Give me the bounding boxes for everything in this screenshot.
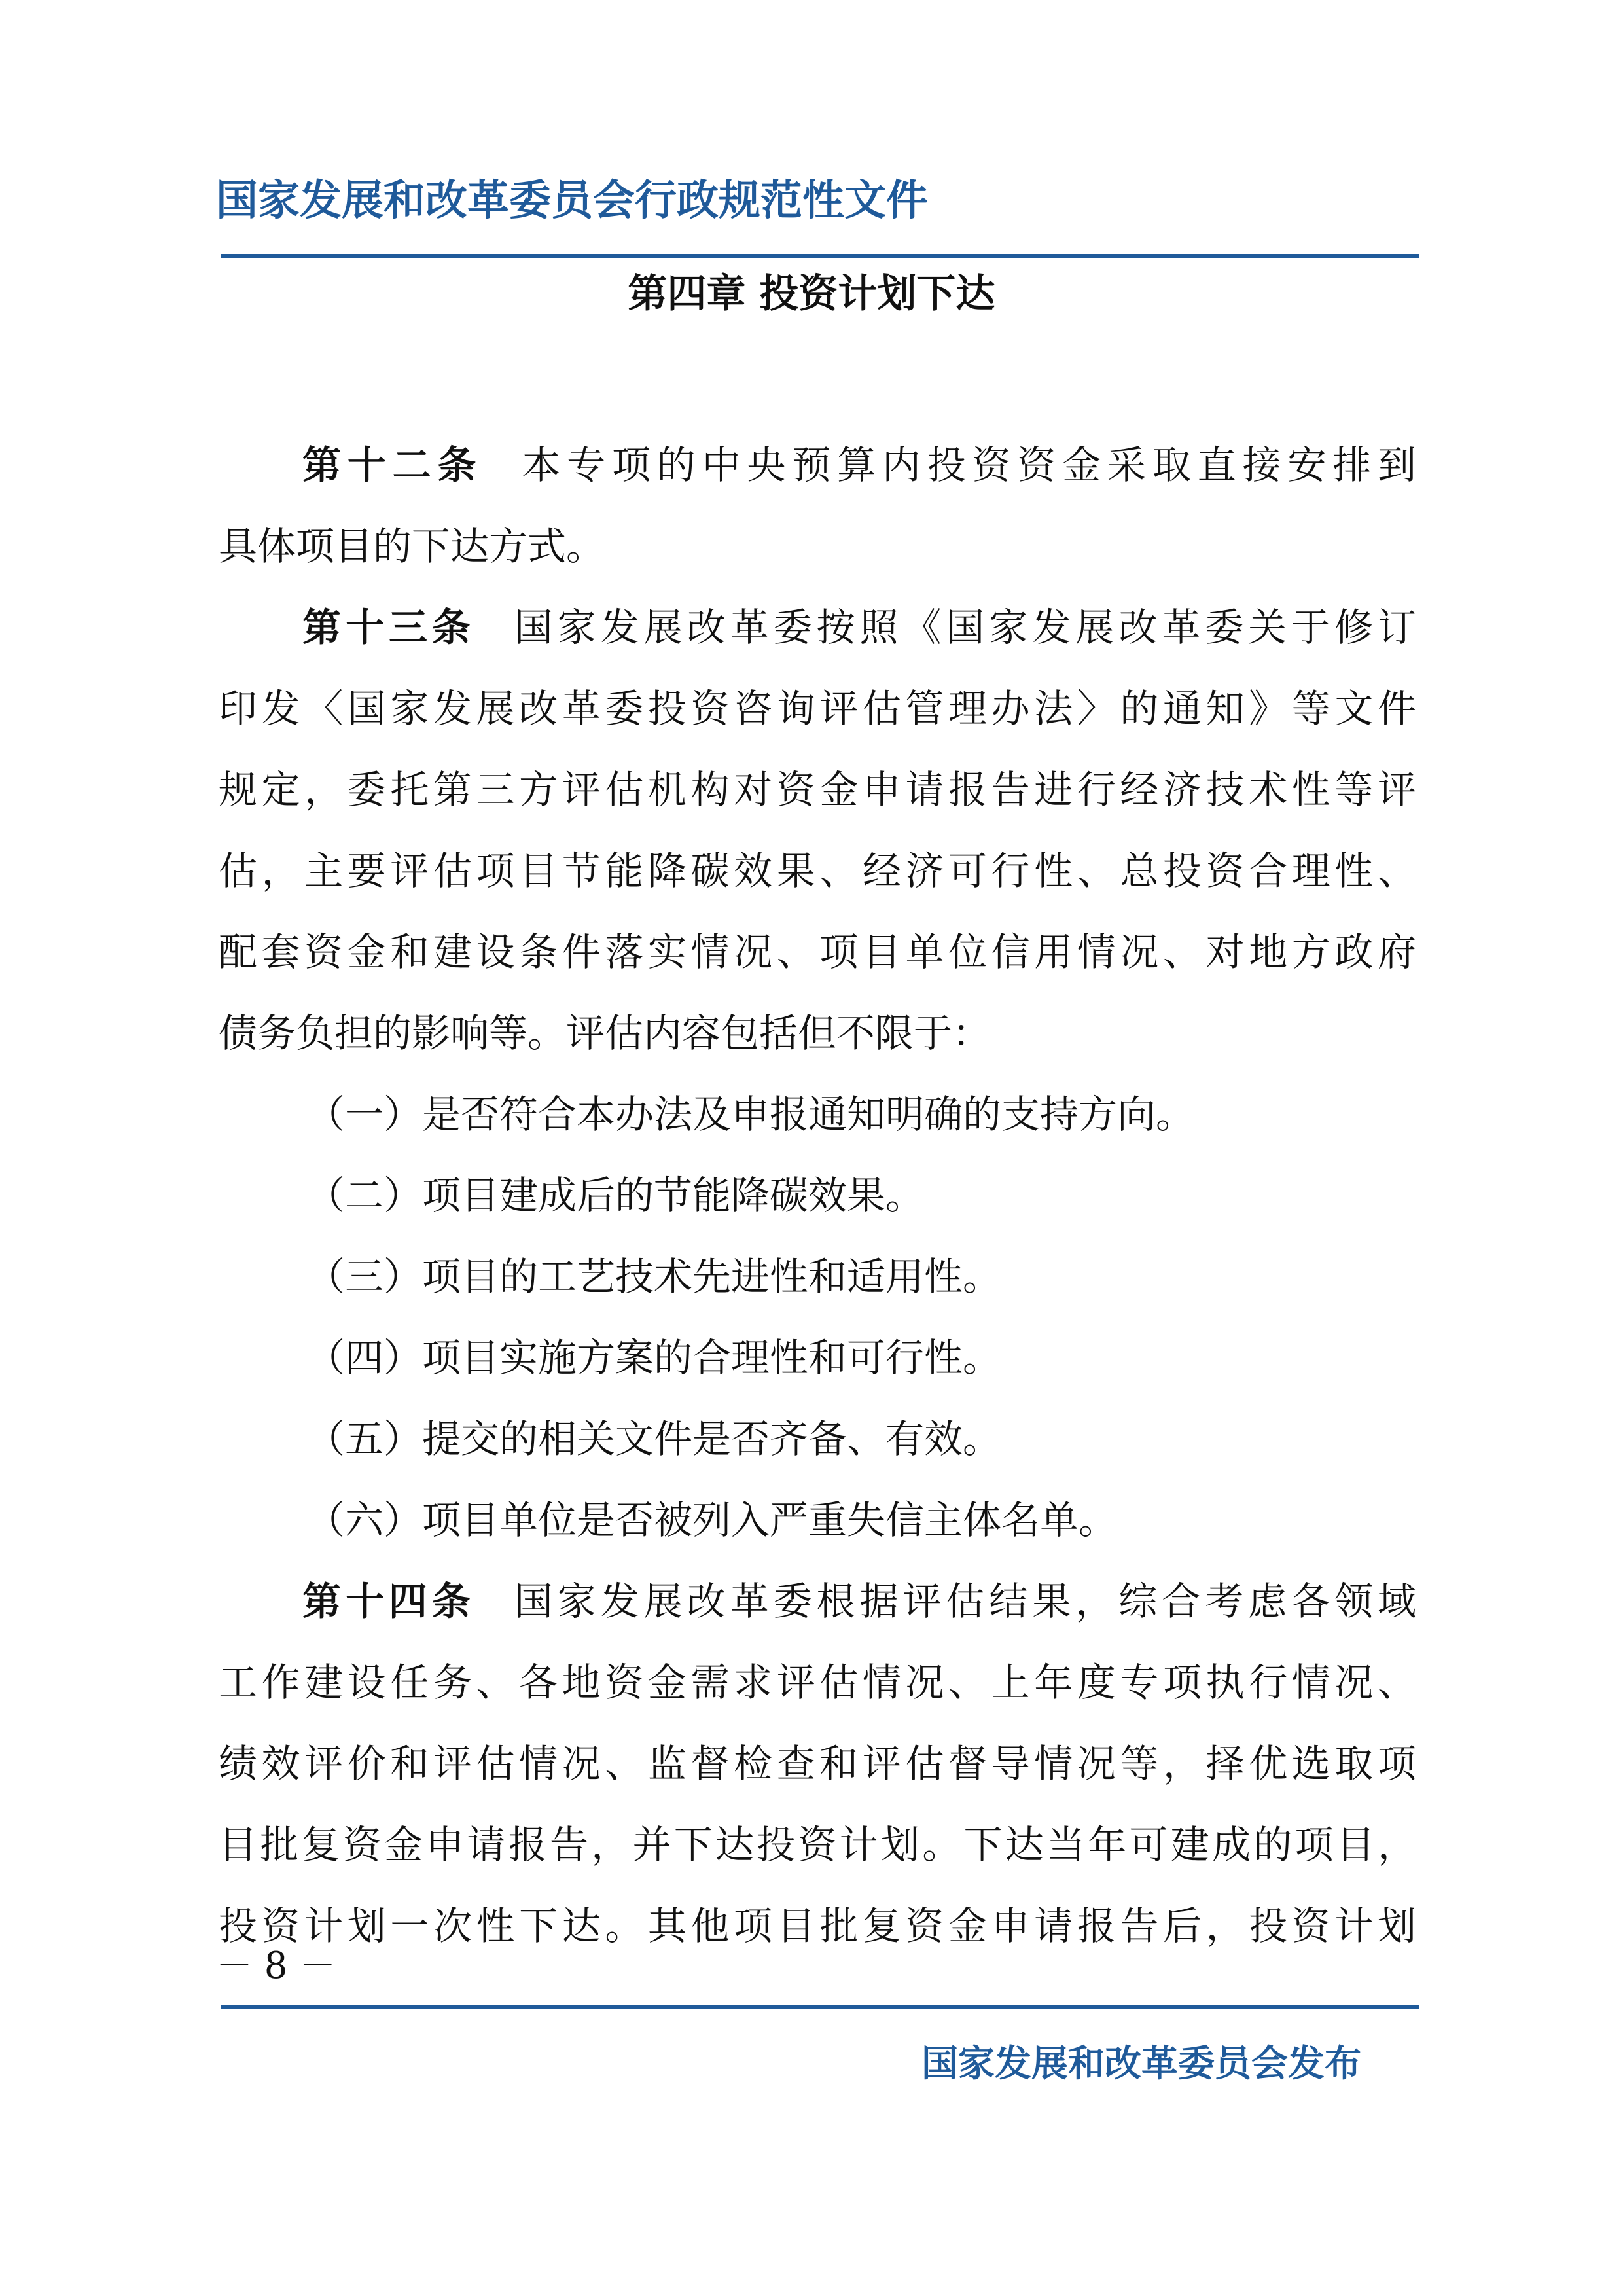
- article-13-line-3: 规定，委托第三方评估机构对资金申请报告进行经济技术性等评: [219, 767, 1416, 812]
- article-14-line-1: [219, 1570, 1416, 1651]
- article-12-line-1: [219, 434, 1416, 515]
- article-14-line-2: 工作建设任务、各地资金需求评估情况、上年度专项执行情况、: [219, 1660, 1416, 1705]
- article-12-label: 第十二条: [302, 442, 483, 488]
- evaluation-item-2: （二）项目建成后的节能降碳效果。: [306, 1173, 925, 1218]
- article-13-line-2: 印发〈国家发展改革委投资咨询评估管理办法〉的通知》等文件: [219, 686, 1416, 731]
- article-14-label: 第十四条: [302, 1579, 475, 1624]
- footer-publisher: 国家发展和改革委员会发布: [921, 2043, 1361, 2085]
- header-divider: [221, 254, 1419, 258]
- page-number: － 8 －: [216, 1945, 336, 1987]
- evaluation-item-1: （一）是否符合本办法及申报通知明确的支持方向。: [306, 1092, 1195, 1137]
- article-14-line-4: 目批复资金申请报告，并下达投资计划。下达当年可建成的项目，: [219, 1822, 1416, 1867]
- evaluation-item-5: （五）提交的相关文件是否齐备、有效。: [306, 1416, 1002, 1462]
- evaluation-item-4: （四）项目实施方案的合理性和可行性。: [306, 1335, 1002, 1380]
- article-14-text: 国家发展改革委根据评估结果，综合考虑各领域: [514, 1579, 1416, 1624]
- article-14-line-5: 投资计划一次性下达。其他项目批复资金申请报告后，投资计划: [219, 1903, 1416, 1948]
- document-header-title: 国家发展和改革委员会行政规范性文件: [216, 177, 928, 225]
- chapter-title: 第四章 投资计划下达: [628, 271, 995, 317]
- document-body: [219, 434, 1416, 1976]
- evaluation-item-6: （六）项目单位是否被列入严重失信主体名单。: [306, 1498, 1118, 1543]
- article-13-label: 第十三条: [302, 605, 475, 650]
- article-14-line-3: 绩效评价和评估情况、监督检查和评估督导情况等，择优选取项: [219, 1741, 1416, 1786]
- article-13-line-4: 估，主要评估项目节能降碳效果、经济可行性、总投资合理性、: [219, 848, 1416, 893]
- article-13-line-5: 配套资金和建设条件落实情况、项目单位信用情况、对地方政府: [219, 929, 1416, 975]
- evaluation-item-3: （三）项目的工艺技术先进性和适用性。: [306, 1254, 1002, 1299]
- article-13-line-1: [219, 596, 1416, 677]
- article-12-text: 本专项的中央预算内投资资金采取直接安排到: [522, 442, 1416, 488]
- footer-divider: [221, 2005, 1419, 2009]
- article-12-line-2: 具体项目的下达方式。: [219, 524, 605, 569]
- article-13-line-6: 债务负担的影响等。评估内容包括但不限于：: [219, 1011, 991, 1056]
- article-13-text: 国家发展改革委按照《国家发展改革委关于修订: [514, 605, 1416, 650]
